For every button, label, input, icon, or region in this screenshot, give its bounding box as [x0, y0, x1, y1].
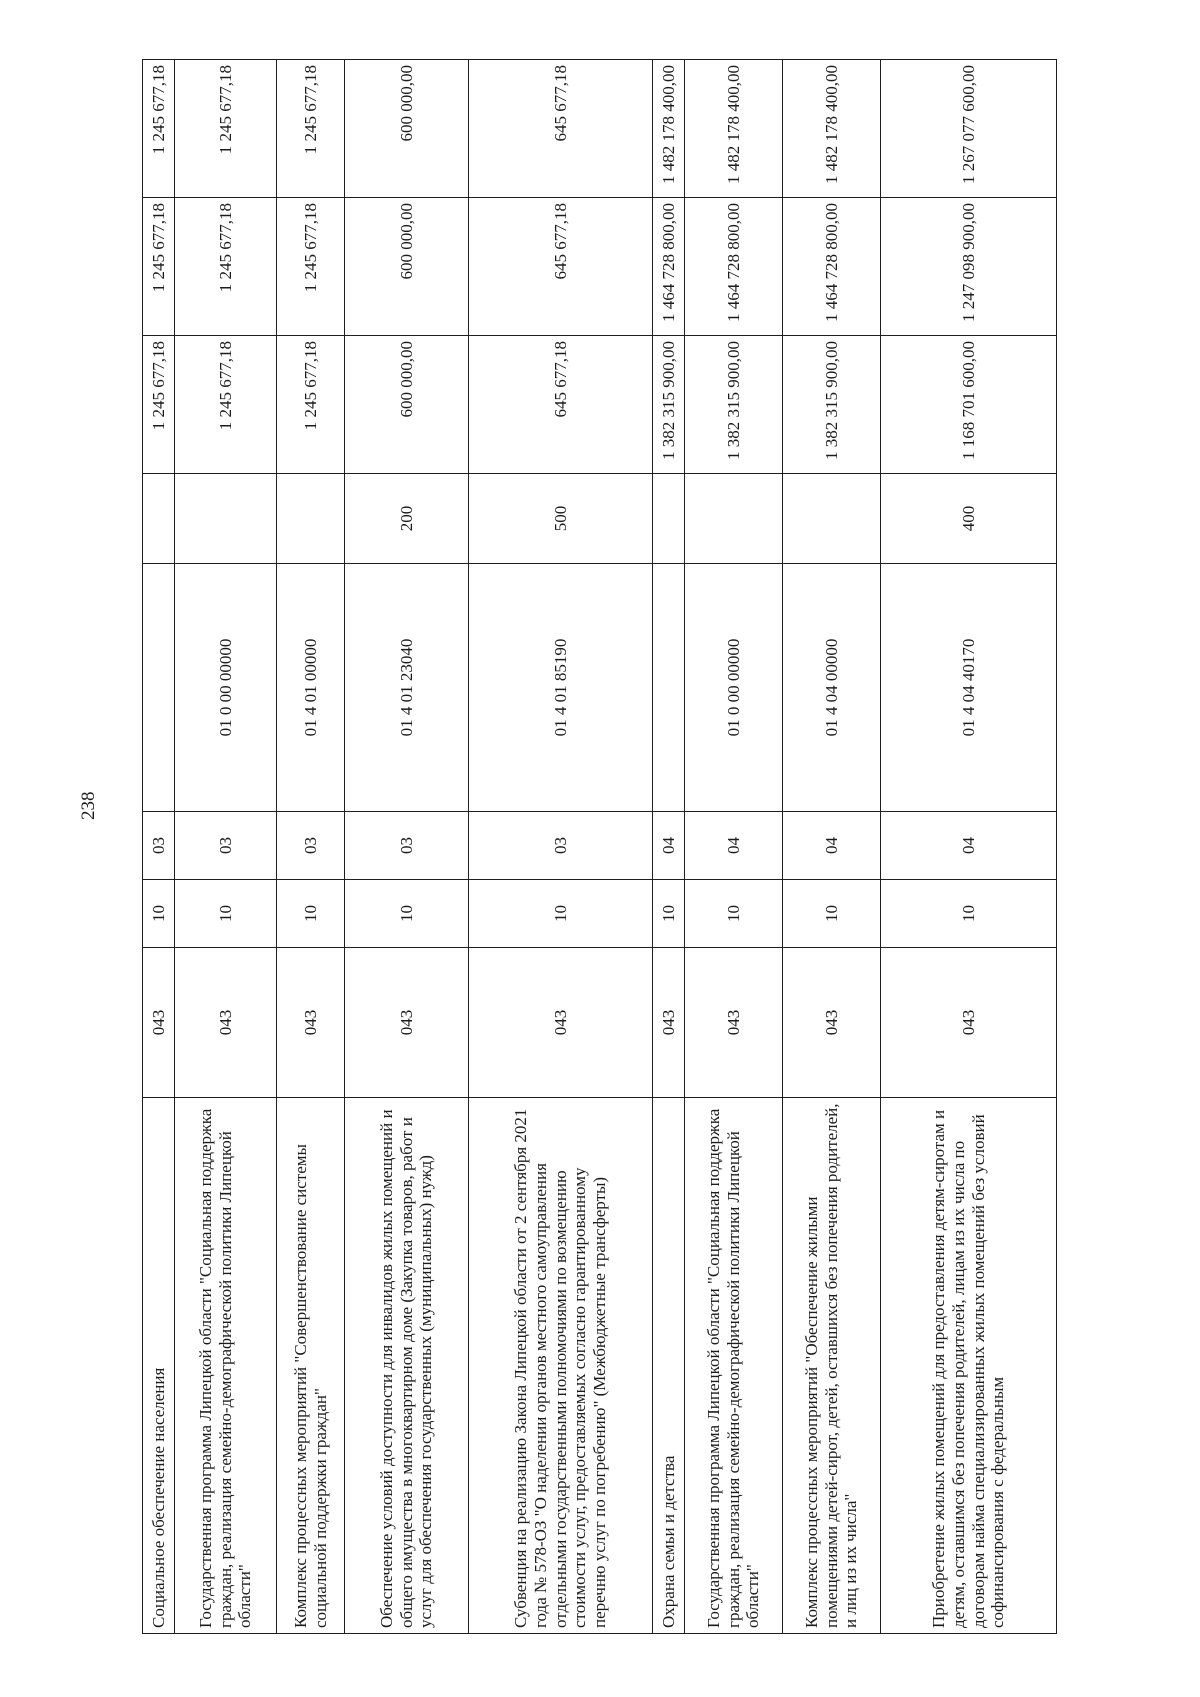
table-row: [345, 60, 469, 1634]
sum1-cell: 645 677,18: [469, 336, 653, 474]
sum2-cell: 1 464 728 800,00: [653, 198, 685, 336]
ved-cell: 043: [345, 948, 469, 1098]
sum1-cell: 1 382 315 900,00: [653, 336, 685, 474]
podrazdel-cell: 03: [345, 812, 469, 880]
csr-cell: 01 4 04 40170: [881, 564, 1057, 812]
podrazdel-cell: 03: [175, 812, 277, 880]
vr-cell: [277, 474, 345, 564]
razdel-cell: 10: [783, 880, 881, 948]
ved-cell: 043: [685, 948, 783, 1098]
sum2-cell: 600 000,00: [345, 198, 469, 336]
ved-cell: 043: [469, 948, 653, 1098]
podrazdel-cell: 04: [881, 812, 1057, 880]
ved-cell: 043: [175, 948, 277, 1098]
csr-cell: 01 4 01 23040: [345, 564, 469, 812]
razdel-cell: 10: [881, 880, 1057, 948]
vr-cell: [685, 474, 783, 564]
table-row: [143, 60, 175, 1634]
page-number: 238: [78, 791, 99, 820]
table-row: [881, 60, 1057, 1634]
sum3-cell: 1 267 077 600,00: [881, 60, 1057, 198]
vr-cell: 500: [469, 474, 653, 564]
ved-cell: 043: [881, 948, 1057, 1098]
row-name: Комплекс процессных мероприятий "Совершенствование системы социальной поддержки граждан": [277, 1098, 345, 1634]
razdel-cell: 10: [175, 880, 277, 948]
razdel-cell: 10: [143, 880, 175, 948]
budget-table: [142, 59, 1057, 1634]
sum3-cell: 1 245 677,18: [277, 60, 345, 198]
table-row: [783, 60, 881, 1634]
table-row: [653, 60, 685, 1634]
vr-cell: [175, 474, 277, 564]
sum1-cell: 1 382 315 900,00: [685, 336, 783, 474]
sum1-cell: 1 245 677,18: [277, 336, 345, 474]
sum1-cell: 1 245 677,18: [143, 336, 175, 474]
razdel-cell: 10: [469, 880, 653, 948]
table-row: [175, 60, 277, 1634]
podrazdel-cell: 04: [685, 812, 783, 880]
ved-cell: 043: [143, 948, 175, 1098]
sum3-cell: 645 677,18: [469, 60, 653, 198]
row-name: Комплекс процессных мероприятий "Обеспечение жилыми помещениями детей-сирот, детей, оставшихся без попечения родителей, и лиц из их числа": [783, 1098, 881, 1634]
ved-cell: 043: [783, 948, 881, 1098]
razdel-cell: 10: [345, 880, 469, 948]
csr-cell: 01 4 01 85190: [469, 564, 653, 812]
ved-cell: 043: [653, 948, 685, 1098]
csr-cell: [143, 564, 175, 812]
csr-cell: 01 4 01 00000: [277, 564, 345, 812]
budget-table-container: [142, 60, 1056, 1634]
row-name: Охрана семьи и детства: [653, 1098, 685, 1634]
sum2-cell: 1 245 677,18: [143, 198, 175, 336]
razdel-cell: 10: [685, 880, 783, 948]
row-name: Государственная программа Липецкой области "Социальная поддержка граждан, реализация семейно-демографической политики Липецкой области": [685, 1098, 783, 1634]
sum3-cell: 1 245 677,18: [143, 60, 175, 198]
sum1-cell: 1 168 701 600,00: [881, 336, 1057, 474]
sum2-cell: 1 464 728 800,00: [783, 198, 881, 336]
sum2-cell: 1 247 098 900,00: [881, 198, 1057, 336]
sum3-cell: 600 000,00: [345, 60, 469, 198]
podrazdel-cell: 03: [277, 812, 345, 880]
ved-cell: 043: [277, 948, 345, 1098]
csr-cell: 01 0 00 00000: [685, 564, 783, 812]
row-name: Приобретение жилых помещений для предоставления детям-сиротам и детям, оставшимся без попечения родителей, лицам из их числа по договорам найма специализированных жилых помещений без условий софинансирования с федеральным: [881, 1098, 1057, 1634]
vr-cell: [143, 474, 175, 564]
sum1-cell: 1 245 677,18: [175, 336, 277, 474]
podrazdel-cell: 03: [469, 812, 653, 880]
csr-cell: [653, 564, 685, 812]
razdel-cell: 10: [277, 880, 345, 948]
sum2-cell: 1 464 728 800,00: [685, 198, 783, 336]
sum3-cell: 1 482 178 400,00: [783, 60, 881, 198]
podrazdel-cell: 03: [143, 812, 175, 880]
table-row: [685, 60, 783, 1634]
row-name: Обеспечение условий доступности для инвалидов жилых помещений и общего имущества в многоквартирном доме (Закупка товаров, работ и услуг для обеспечения государственных (муниципальных) нужд): [345, 1098, 469, 1634]
csr-cell: 01 0 00 00000: [175, 564, 277, 812]
row-name: Социальное обеспечение населения: [143, 1098, 175, 1634]
vr-cell: [653, 474, 685, 564]
sum2-cell: 1 245 677,18: [277, 198, 345, 336]
csr-cell: 01 4 04 00000: [783, 564, 881, 812]
table-row: [469, 60, 653, 1634]
podrazdel-cell: 04: [783, 812, 881, 880]
sum1-cell: 1 382 315 900,00: [783, 336, 881, 474]
sum2-cell: 1 245 677,18: [175, 198, 277, 336]
row-name: Субвенция на реализацию Закона Липецкой области от 2 сентября 2021 года № 578-ОЗ "О наделении органов местного самоуправления отдельными государственными полномочиями по возмещению стоимости услуг, предоставляемых согласно гарантированному перечню услуг по погребению" (Межбюджетные трансферты): [469, 1098, 653, 1634]
row-name: Государственная программа Липецкой области "Социальная поддержка граждан, реализация семейно-демографической политики Липецкой области": [175, 1098, 277, 1634]
sum3-cell: 1 245 677,18: [175, 60, 277, 198]
table-row: [277, 60, 345, 1634]
sum1-cell: 600 000,00: [345, 336, 469, 474]
razdel-cell: 10: [653, 880, 685, 948]
sum2-cell: 645 677,18: [469, 198, 653, 336]
podrazdel-cell: 04: [653, 812, 685, 880]
sum3-cell: 1 482 178 400,00: [653, 60, 685, 198]
vr-cell: [783, 474, 881, 564]
vr-cell: 400: [881, 474, 1057, 564]
sum3-cell: 1 482 178 400,00: [685, 60, 783, 198]
vr-cell: 200: [345, 474, 469, 564]
